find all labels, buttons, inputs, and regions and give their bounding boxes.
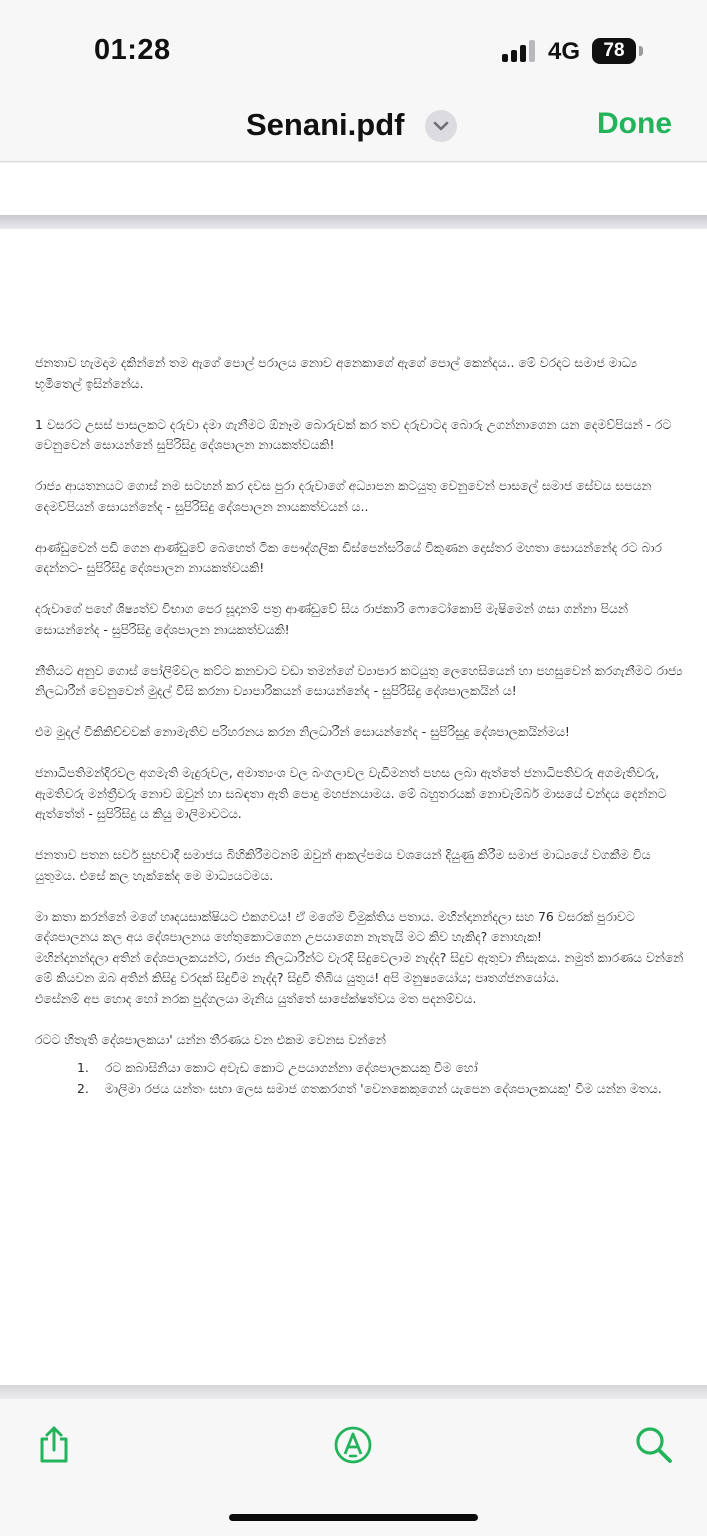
search-button[interactable] — [634, 1425, 674, 1465]
paragraph: නීතියට අනුව ගොස් පෝලිම්වල කට්ට කනවාට වඩා තමන්ගේ ව්‍යාපාර කටයුතු ලෙහෙසියෙන් හා පහසුවෙන් කරගැනීමට රාජ්‍ය නිලධාරීන් වෙනුවෙන් මුදල් වීසි කරනා ව්‍යාපාරිකයන් සොයන්නේද - සුපිරිසිදු දේශපාලකයින් ය! — [35, 662, 683, 698]
chevron-down-icon — [433, 121, 449, 131]
network-type: 4G — [548, 38, 581, 65]
done-button[interactable]: Done — [597, 107, 672, 140]
home-indicator[interactable] — [229, 1514, 478, 1521]
battery-icon: 78 — [592, 38, 636, 64]
markup-icon — [333, 1425, 373, 1465]
document-title[interactable]: Senani.pdf — [246, 107, 405, 142]
paragraph: 1 වසරට උසස් පාසලකට දරුවා දමා ගැනීමට ඕනෑම බොරුවක් කර තව දරුවාටද බොරු උගන්නාගෙන යන දෙමව්පියන් - රට වෙනුවෙන් සොයන්නේ සුපිරිසිදු දේශපාලන නායකත්වයකි! — [35, 416, 672, 452]
search-icon — [634, 1425, 674, 1465]
paragraph: රටට හිතැති දේශපාලකයා' යන්න තීරණය වන එකම වෙනස වන්නේ — [35, 1031, 386, 1047]
bottom-toolbar — [0, 1399, 707, 1536]
page-separator — [0, 1385, 707, 1399]
page-content — [35, 353, 685, 1099]
paragraph: දරුවාගේ පහේ ශිෂ්‍යත්ව විභාග පෙර සූදානම් පත්‍ර ආණ්ඩුවේ සිය රාජකාරි ෆොටෝකොපි මැෂිමෙන් ගසා ගන්නා පියන් සොයන්නේද - සුපිරිසිදු දේශපාලන නායකත්වයකි! — [35, 601, 628, 637]
pdf-page[interactable] — [0, 229, 707, 1385]
title-menu-button[interactable] — [425, 110, 457, 142]
list-text: මාලිමා රජය යන්තං සභා ලෙස සමාජ ගතකරගත් 'වෙනකෙකුගෙන් යැපෙන දේශපාලකයකු' වීම යන්න මතය. — [105, 1080, 662, 1096]
navigation-bar — [0, 95, 707, 162]
status-bar — [0, 0, 707, 95]
paragraph: ජනතාව පතන සර්ව සුභවාදී සමාජය බිහිකිරීමටනම් ඔවුන් ආකල්පමය වශයෙන් දියුණු කිරීම සමාජ මාධ්‍යයේ වගකීම විය යුතුමය. එසේ කල හැක්කේද මෙ මාධ්‍යයටමය. — [35, 847, 651, 883]
previous-page[interactable] — [0, 163, 707, 215]
page-separator — [0, 215, 707, 229]
status-time: 01:28 — [94, 34, 171, 66]
list-item — [77, 1058, 685, 1079]
share-icon — [34, 1425, 74, 1465]
paragraph: ජනාධිපතිමන්දිරවල අගමැති මැදුරුවල, අමාත්‍යංශ වල බංගලාවල වැඩිමනත් පහස ලබා ඇත්තේ ජනාධිපතිවරු අගමැතිවරු, ඇමතිවරු මන්ත්‍රීවරු නොව ඔවුන් හා සබඳතා ඇති පොදු මහජනයාමය. මේ බහුතරයක් නොවැම්බර් මාසයේ චන්දය දෙන්නට ඇත්තේත් - සුපිරිසිදු ය කියු මාලිමාවටය. — [35, 765, 667, 821]
list-text: රට කබාසිනියා කොට අවැඩ කොට උපයාගන්නා දේශපාලකයකු වීම හෝ — [105, 1060, 478, 1075]
list-number: 1. — [77, 1060, 89, 1075]
share-button[interactable] — [34, 1425, 74, 1465]
cellular-signal-icon — [502, 40, 536, 62]
numbered-list — [77, 1058, 685, 1099]
battery-tip — [639, 46, 643, 56]
paragraph: රාජ්‍ය ආයතනයට ගොස් නම සටහන් කර දවස පුරා දරුවාගේ අධ්‍යාපන කටයුතු වෙනුවෙන් පාසලේ සමාජ සේවය සපයන දෙමව්පියන් සොයන්නේද - සුපිරිසිදු දේශපාලන නායකත්වයන් ය.. — [35, 478, 652, 514]
markup-button[interactable] — [333, 1425, 373, 1465]
paragraph: ආණ්ඩුවෙන් පඩි ගෙන ආණ්ඩුවේ බෙහෙත් ටික පෞද්ගලික ඩිස්පෙන්සරියේ විකුණන දොස්තර මහතා සොයන්නේද රට බාර දෙන්නට- සුපිරිසිදු දේශපාලන නායකත්වයකි! — [35, 539, 662, 575]
paragraph: එම මුදල් විකිකිච්චවක් නොමැතිව පරිහරනය කරන නිලධාරීන් සොයන්නේද - සුපිරිසුදු දේශපාලකයින්මය! — [35, 724, 570, 739]
list-number: 2. — [77, 1080, 89, 1096]
list-item — [77, 1079, 685, 1100]
paragraph: මා කතා කරන්නේ මගේ හෘදයසාක්ෂියට එකගවය! ඒ මගේම විමුක්තිය පතාය. මහින්දානන්දලා සහ 76 වසරක් පුරාවට දේශපාලනය කල අය දේශපාලනය හේතුකොටගෙන උපයාගෙන නැතැයි මට කිව හැකිද? නොහැක! මහින්දානන්දලා අතින් දේශපාලකයන්ට, රාජ්‍ය නිලධාරීන්ට වැරදි සිදුවෙලාම නැද්ද? සිදුව ඇතුවා නිසැකය. නමුත් කාරණය වන්නේ මේ කියවන ඔබ අතින් කිසිදු වරදක් සිදුවීම නැද්ද? සිදුවී තිබිය යුතුය! අපි මනුෂ්‍යයෝය; පෘතග්ජනයෝය. එසේනම් අප හොද හෝ නරක පුද්ගලයා මැනිය යුත්තේ සාපේක්ෂත්වය මත පදනම්වය. — [35, 908, 684, 1006]
paragraph: ජනතාව හැමදාම දකින්නේ තම ඇගේ පොල් පරාලය නොව අනෙකාගේ ඇගේ පොල් කෙන්දය.. මේ වරදට සමාජ මාධ්‍ය භූමිතෙල් ඉසින්නේය. — [35, 355, 637, 391]
